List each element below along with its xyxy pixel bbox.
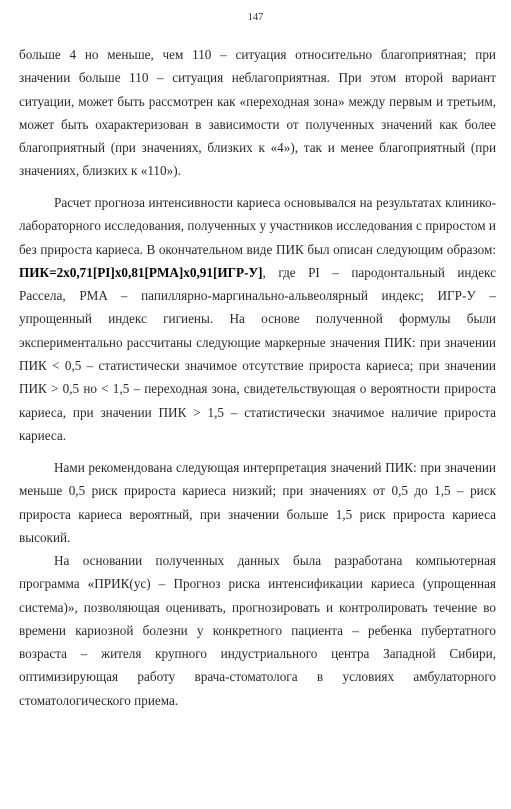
paragraph-2-intro: Расчет прогноза интенсивности кариеса основывался на результатах клинико-лабораторного исследования, полученных у участников исследования с приростом и без прироста кариеса. В окончательном виде ПИК был описан следующим образом: xyxy=(19,195,496,257)
paragraph-3: Нами рекомендована следующая интерпретация значений ПИК: при значении меньше 0,5 риск прироста кариеса низкий; при значениях от 0,5 до 1,5 – риск прироста кариеса вероятный, при значении больше 1,5 риск прироста кариеса высокий. xyxy=(19,460,496,545)
page-number: 147 xyxy=(247,12,264,23)
paragraph-2-rest: , где PI – пародонтальный индекс Рассела, PMA – папиллярно-маргинально-альвеолярный индекс; ИГР-У – упрощенный индекс гигиены. На основе полученной формулы были экспериментально рассчитаны следующие маркерные значения ПИК: при значении ПИК < 0,5 – статистически значимое отсутствие прироста кариеса; при значении ПИК > 0,5 но < 1,5 – переходная зона, свидетельствующая о вероятности прироста кариеса, при значении ПИК > 1,5 – статистически значимое наличие прироста кариеса. xyxy=(19,264,496,443)
pik-formula: ПИК=2х0,71[PI]х0,81[PMA]х0,91[ИГР-У] xyxy=(19,264,263,280)
paragraph-2 xyxy=(19,191,496,447)
paragraph-1: больше 4 но меньше, чем 110 – ситуация относительно благоприятная; при значении больше 110 – ситуация неблагоприятная. При этом второй вариант ситуации, может быть рассмотрен как «переходная зона» между первым и третьим, может быть охарактеризован в зависимости от полученных значений как более благоприятный (при значениях, близких к «4»), так и менее благоприятный (при значениях, близких к «110»). xyxy=(19,47,496,179)
paragraph-4: На основании полученных данных была разработана компьютерная программа «ПРИК(ус) – Прогноз риска интенсификации кариеса (упрощенная система)», позволяющая оценивать, прогнозировать и контролировать течение во времени кариозной болезни у конкретного пациента – ребенка пубертатного возраста – жителя крупного индустриального центра Западной Сибири, оптимизирующая работу врача-стоматолога в условиях амбулаторного стоматологического приема. xyxy=(19,553,496,708)
